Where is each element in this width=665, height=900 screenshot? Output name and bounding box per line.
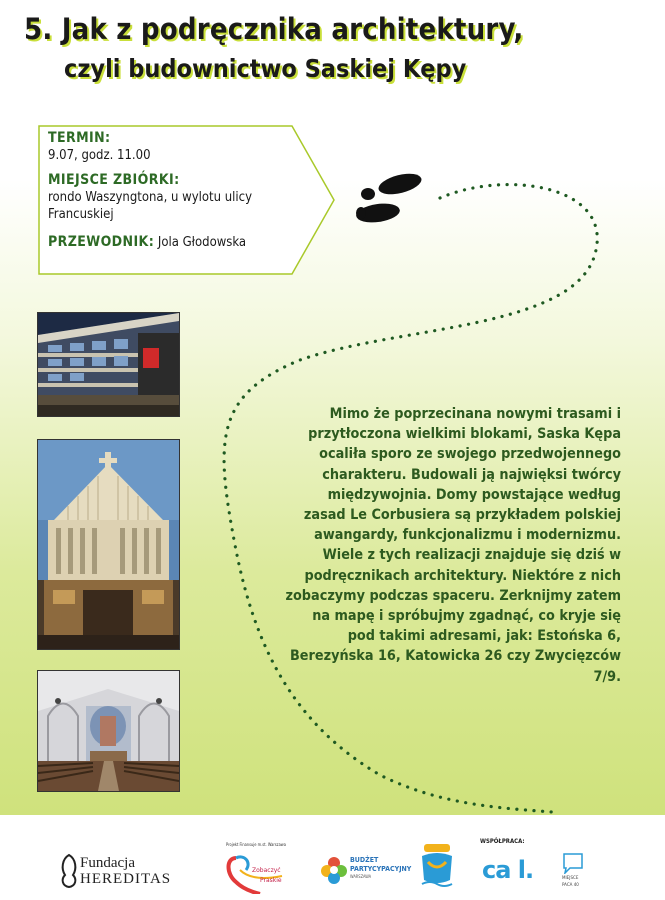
hereditas-text: HEREDITAS	[80, 871, 172, 887]
cal-logo: ca l.	[482, 856, 534, 884]
warszawa-project-logo	[222, 842, 307, 894]
wspolpraca-label: WSPÓŁPRACA:	[480, 838, 525, 845]
photo-church-facade	[37, 439, 180, 650]
svg-text:Zobaczyć: Zobaczyć	[252, 867, 281, 874]
hereditas-emblem-icon	[58, 853, 80, 889]
paca-text: PACA 40	[562, 883, 579, 888]
photo-church-interior	[37, 670, 180, 792]
fundacja-text: Fundacja	[80, 855, 135, 871]
miejsce-value: rondo Waszyngtona, u wylotu ulicy Francuskiej	[48, 190, 253, 222]
przewodnik-value: Jola Głodowska	[154, 235, 247, 250]
budzet-partycypacyjny-logo	[320, 853, 415, 889]
speech-bubble-icon	[562, 852, 584, 874]
page-title-line2: czyli budownictwo Saskiej Kępy	[64, 54, 467, 83]
district-emblem-icon	[416, 842, 458, 892]
termin-label: TERMIN:	[48, 130, 111, 146]
fundacja-hereditas-logo	[58, 853, 188, 893]
projekt-text: Projekt Finansuje m.st. Warszawa	[226, 842, 286, 847]
footprints-icon	[348, 170, 428, 232]
budzet-warszawa-text: WARSZAWA	[350, 874, 372, 879]
svg-text:Praskie: Praskie	[260, 877, 282, 884]
wspolpraca-block	[478, 838, 548, 894]
page-title-line1: 5. Jak z podręcznika architektury,	[24, 12, 524, 46]
photo-modernist-building	[37, 312, 180, 417]
tour-description: Mimo że poprzecinana nowymi trasami i przytłoczona wielkimi blokami, Saska Kępa ocaliła sporo ze swojego przedwojennego charakteru. Budowali ją najwięksi twórcy międzywojnia. Domy powstające według zasad Le Corbusiera są przykładem polskiej awangardy, funkcjonalizmu i modernizmu. Wiele z tych realizacji znajduje się dziś w podręcznikach architektury. Niektóre z nich zobaczymy podczas spaceru. Zerknijmy zatem na mapę i spróbujmy zgadnąć, co kryje się pod takimi adresami, jak: Estońska 6, Berezyńska 16, Katowicka 26 czy Zwycięzców 7/9.	[285, 406, 621, 685]
district-logo	[416, 842, 458, 892]
miejsce-text: MIEJSCE	[562, 876, 579, 881]
miejsce-label: MIEJSCE ZBIÓRKI:	[48, 172, 180, 188]
budzet-text: BUDŻET	[350, 856, 379, 864]
termin-value: 9.07, godz. 11.00	[48, 148, 151, 163]
przewodnik-label: PRZEWODNIK:	[48, 234, 155, 250]
miejsce-paca-logo	[562, 852, 602, 897]
warszawa-heart-icon	[222, 848, 307, 894]
partycypacyjny-text: PARTYCYPACYJNY	[350, 865, 412, 873]
budzet-flower-icon	[320, 855, 348, 885]
